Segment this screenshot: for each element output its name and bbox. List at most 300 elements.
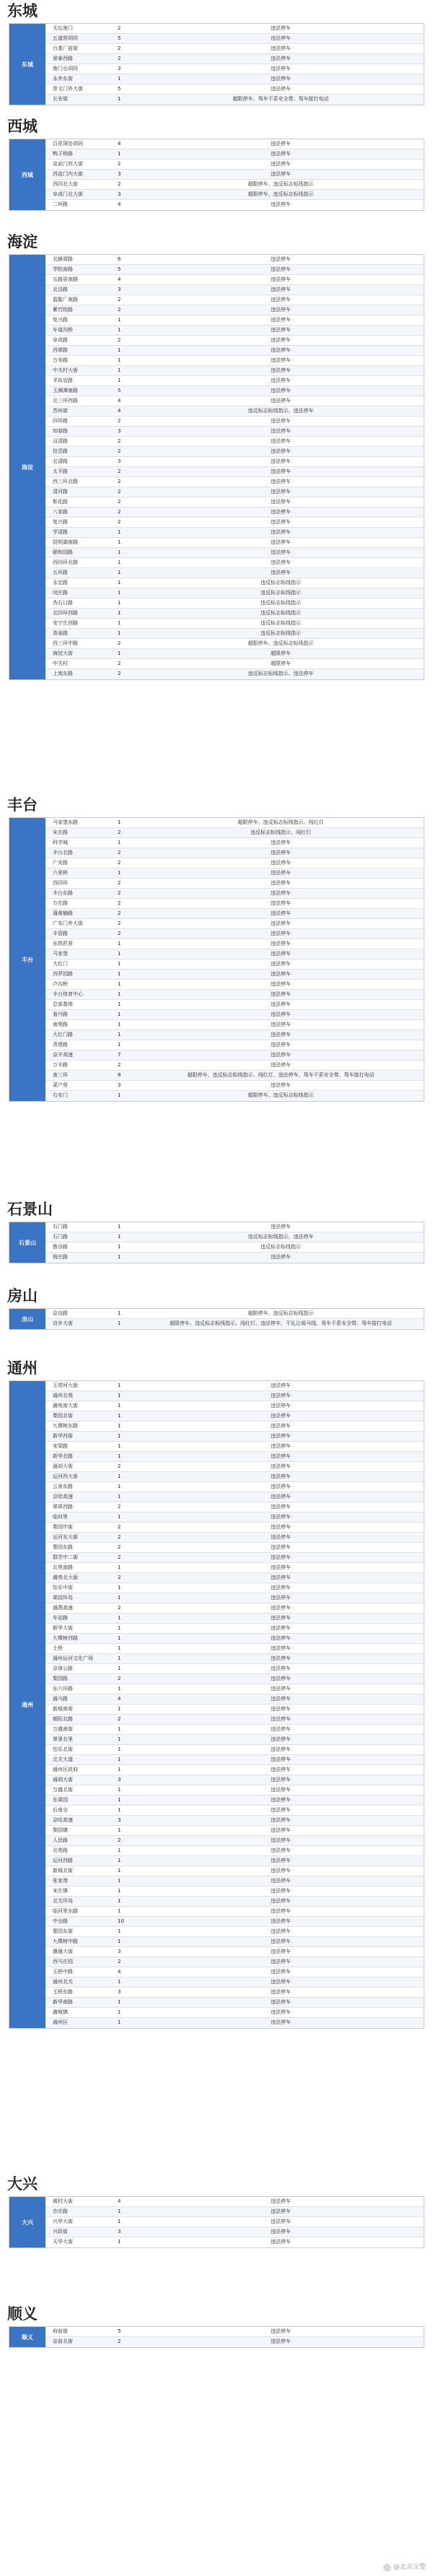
table-row (45, 396, 424, 406)
table-row (45, 1624, 424, 1634)
road-name-cell: 玉桥中路 (53, 1969, 73, 1975)
violation-count-cell: 1 (118, 549, 121, 555)
violation-type-cell: 违法停车 (271, 347, 291, 353)
table-row (45, 568, 424, 578)
table-row (45, 376, 424, 386)
violation-count-cell: 2 (118, 890, 121, 896)
table-row (45, 74, 424, 84)
table-row (45, 1020, 424, 1030)
road-name-cell: 五路居南路 (53, 277, 78, 282)
road-name-cell: 通州区政府 (53, 1767, 78, 1772)
table-row (45, 1785, 424, 1796)
violation-count-cell: 2 (118, 671, 121, 676)
table-row (45, 2008, 424, 2018)
road-name-cell: 信息路 (53, 448, 68, 454)
table-row (45, 1502, 424, 1513)
road-name-cell: 科学城 (53, 840, 68, 845)
road-name-cell: 鲁谷路 (53, 1244, 68, 1250)
violation-type-cell: 违法停车 (271, 388, 291, 393)
road-name-cell: 站前北街 (53, 2338, 73, 2344)
violation-type-cell: 违法停车 (271, 66, 291, 71)
road-name-cell: 潞城镇 (53, 2009, 68, 2015)
violation-type-cell: 违法停车 (271, 1605, 291, 1611)
violation-type-cell: 违法停车 (271, 2338, 291, 2344)
violation-count-cell: 1 (118, 1585, 121, 1591)
violation-type-cell: 违反标志标线指示 (261, 620, 301, 626)
violation-count-cell: 2 (118, 161, 121, 167)
road-name-cell: 西马庄园 (53, 1959, 73, 1964)
road-name-cell: 梨园东街 (53, 1928, 73, 1934)
violation-count-cell: 1 (118, 2019, 121, 2025)
road-name-cell: 颐和园路 (53, 549, 73, 555)
table-row (45, 1452, 424, 1462)
road-name-cell: 苏州街 (53, 408, 68, 414)
road-name-cell: 梨园北街 (53, 1413, 73, 1419)
road-name-cell: 运河西路 (53, 1858, 73, 1863)
road-name-cell: 翠景北里 (53, 1736, 73, 1742)
violation-table (9, 1380, 424, 2029)
road-name-cell: 京开高速 (53, 1052, 73, 1058)
table-row (45, 336, 424, 346)
table-row (45, 818, 424, 828)
violation-count-cell: 1 (118, 570, 121, 575)
violation-count-cell: 1 (118, 1320, 121, 1326)
table-rows (45, 1381, 424, 2028)
road-name-cell: 土桥 (53, 1645, 63, 1651)
table-row (45, 538, 424, 548)
violation-type-cell: 违法停车 (271, 1797, 291, 1803)
violation-count-cell: 1 (118, 1999, 121, 2005)
violation-type-cell: 违法停车 (271, 1817, 291, 1823)
violation-count-cell: 10 (118, 1918, 124, 1924)
road-name-cell: 临河里 (53, 1514, 68, 1520)
violation-count-cell: 1 (118, 1746, 121, 1752)
violation-type-cell: 违法停车 (271, 1565, 291, 1570)
road-name-cell: 兴华大街 (53, 2219, 73, 2224)
table-row (45, 1876, 424, 1887)
table-row (45, 1644, 424, 1654)
violation-count-cell: 1 (118, 1453, 121, 1459)
table-row (45, 1492, 424, 1502)
table-row (45, 497, 424, 508)
road-name-cell: 京哈高速 (53, 1817, 73, 1823)
violation-count-cell: 1 (118, 1858, 121, 1863)
table-rows (45, 255, 424, 679)
district-heading: 通州 (7, 1359, 38, 1377)
road-name-cell: 北三环西路 (53, 398, 78, 404)
violation-type-cell: 违反标志标线指示 (261, 1244, 301, 1250)
road-name-cell: 西直门内大街 (53, 171, 83, 177)
table-row (45, 200, 424, 210)
road-name-cell: 马家堡东路 (53, 819, 78, 825)
violation-count-cell: 5 (118, 35, 121, 41)
violation-type-cell: 超限停车、违反标志标线指示、闯红灯 (237, 819, 324, 825)
violation-count-cell: 1 (118, 580, 121, 586)
table-row (45, 1472, 424, 1482)
table-row (45, 2227, 424, 2237)
table-row (45, 170, 424, 180)
table-row (45, 1725, 424, 1735)
violation-count-cell: 1 (118, 650, 121, 656)
violation-count-cell: 3 (118, 66, 121, 71)
violation-type-cell: 违法停车 (271, 398, 291, 404)
violation-type-cell: 违法停车 (271, 1595, 291, 1601)
table-row (45, 1081, 424, 1091)
violation-type-cell: 违法停车 (271, 1716, 291, 1722)
table-row (45, 828, 424, 838)
road-name-cell: 黄村大街 (53, 2198, 73, 2204)
table-row (45, 1977, 424, 1988)
violation-type-cell: 违法停车 (271, 560, 291, 565)
table-row (45, 609, 424, 619)
road-name-cell: 车道沟桥 (53, 327, 73, 333)
table-row (45, 180, 424, 190)
violation-type-cell: 超限停车、违反标志标线指示 (248, 181, 314, 187)
table-row (45, 1614, 424, 1624)
source-watermark (383, 2562, 426, 2573)
violation-count-cell: 1 (118, 1244, 121, 1250)
table-row (45, 2237, 424, 2248)
violation-count-cell: 1 (118, 981, 121, 987)
violation-type-cell: 违反标志标线指示、违法停车 (248, 671, 314, 676)
violation-type-cell: 违法停车 (271, 1011, 291, 1017)
table-row (45, 1232, 424, 1243)
table-row (45, 858, 424, 869)
road-name-cell: 南门仓胡同 (53, 66, 78, 71)
road-name-cell: 台基厂前街 (53, 45, 78, 51)
violation-type-cell: 违法停车 (271, 519, 291, 525)
violation-count-cell: 1 (118, 1433, 121, 1439)
road-name-cell: 万盛南街 (53, 1726, 73, 1732)
violation-count-cell: 3 (118, 1817, 121, 1823)
table-row (45, 356, 424, 366)
violation-type-cell: 超限停车、违反标志标线指示 (248, 640, 314, 646)
district-heading: 丰台 (7, 796, 38, 814)
road-name-cell: 通马路 (53, 1696, 68, 1702)
violation-type-cell: 违反标志标线指示 (261, 590, 301, 596)
violation-type-cell: 违法停车 (271, 951, 291, 957)
road-name-cell: 永定路 (53, 580, 68, 586)
table-rows (45, 818, 424, 1101)
violation-table (9, 1222, 424, 1263)
violation-type-cell: 违法停车 (271, 1022, 291, 1027)
violation-count-cell: 2 (118, 1554, 121, 1560)
road-name-cell: 通州北关 (53, 1979, 73, 1985)
table-row (45, 518, 424, 528)
table-row (45, 1061, 424, 1071)
violation-type-cell: 超限停车、违反标志标线指示、闯红灯、违法停车、不礼让斑马线、驾车不系安全带、驾车接打电话 (170, 1320, 392, 1326)
table-row (45, 1937, 424, 1947)
road-name-cell: 上地东路 (53, 671, 73, 676)
violation-type-cell: 超限停车 (271, 650, 291, 656)
violation-table (9, 23, 424, 105)
road-name-cell: 五道营胡同 (53, 35, 78, 41)
violation-count-cell: 2 (118, 337, 121, 343)
district-heading: 顺义 (7, 2305, 38, 2323)
violation-type-cell: 违法停车 (271, 1463, 291, 1469)
violation-count-cell: 1 (118, 1092, 121, 1098)
road-name-cell: 蓝靛厂南路 (53, 297, 78, 303)
road-name-cell: 复兴路 (53, 317, 68, 323)
road-name-cell: 北四环西路 (53, 610, 78, 616)
violation-count-cell: 1 (118, 941, 121, 947)
road-name-cell: 学院南路 (53, 266, 73, 272)
violation-count-cell: 1 (118, 1403, 121, 1409)
violation-type-cell: 违反标志标线指示 (261, 600, 301, 606)
violation-count-cell: 1 (118, 1565, 121, 1570)
table-row (45, 1513, 424, 1523)
road-name-cell: 通州区 (53, 2019, 68, 2025)
violation-type-cell: 违法停车 (271, 76, 291, 82)
table-row (45, 64, 424, 74)
violation-type-cell: 超限停车、违反标志标线指示 (248, 191, 314, 197)
violation-type-cell: 违法停车 (271, 2209, 291, 2214)
violation-count-cell: 1 (118, 1383, 121, 1388)
violation-count-cell: 1 (118, 1011, 121, 1017)
table-row (45, 190, 424, 200)
table-row (45, 1482, 424, 1492)
road-name-cell: 中关村 (53, 661, 68, 666)
table-rows (45, 1222, 424, 1263)
violation-type-cell: 违法停车 (271, 357, 291, 363)
violation-count-cell: 1 (118, 1807, 121, 1813)
table-row (45, 2217, 424, 2227)
violation-count-cell: 1 (118, 1310, 121, 1316)
violation-count-cell: 2 (118, 1534, 121, 1540)
table-rows (45, 139, 424, 210)
violation-type-cell: 违法停车 (271, 1554, 291, 1560)
violation-count-cell: 1 (118, 1254, 121, 1260)
table-row (45, 1705, 424, 1715)
road-name-cell: 阜成门北大街 (53, 191, 83, 197)
road-name-cell: 果园环岛 (53, 1595, 73, 1601)
road-name-cell: 群芳中二街 (53, 1554, 78, 1560)
violation-count-cell: 2 (118, 181, 121, 187)
road-name-cell: 梨园镇 (53, 1827, 68, 1833)
violation-type-cell: 违法停车 (271, 1534, 291, 1540)
violation-count-cell: 1 (118, 1666, 121, 1671)
table-row (45, 1523, 424, 1533)
violation-count-cell: 2 (118, 1463, 121, 1469)
table-row (45, 599, 424, 609)
violation-type-cell: 违法停车 (271, 1494, 291, 1500)
road-name-cell: 潞苑南大街 (53, 1403, 78, 1409)
road-name-cell: 梨园路 (53, 1676, 68, 1681)
table-row (45, 1553, 424, 1563)
violation-count-cell: 4 (118, 2198, 121, 2204)
violation-type-cell: 违法停车 (271, 2009, 291, 2015)
road-name-cell: 安宁庄西路 (53, 620, 78, 626)
violation-count-cell: 2 (118, 1062, 121, 1068)
violation-count-cell: 1 (118, 590, 121, 596)
violation-count-cell: 2 (118, 25, 121, 31)
road-name-cell: 百花深处胡同 (53, 141, 83, 147)
violation-count-cell: 1 (118, 951, 121, 957)
table-row (45, 1836, 424, 1846)
road-name-cell: 海淀大街 (53, 650, 73, 656)
violation-type-cell: 违法停车 (271, 2229, 291, 2235)
violation-type-cell: 违法停车 (271, 1484, 291, 1489)
road-name-cell: 香泉路 (53, 630, 68, 636)
violation-type-cell: 违法停车 (271, 297, 291, 303)
violation-type-cell: 违法停车 (271, 1504, 291, 1510)
road-name-cell: 万寿路 (53, 357, 68, 363)
table-row (45, 1442, 424, 1452)
table-row (45, 1563, 424, 1573)
road-name-cell: 运河东大街 (53, 1534, 78, 1540)
violation-type-cell: 违法停车 (271, 378, 291, 383)
road-name-cell: 北关大道 (53, 1757, 73, 1762)
violation-type-cell: 违法停车 (271, 2219, 291, 2224)
violation-type-cell: 违法停车 (271, 45, 291, 51)
table-row (45, 1816, 424, 1826)
violation-count-cell: 1 (118, 1595, 121, 1601)
violation-count-cell: 2 (118, 448, 121, 454)
road-name-cell: 石门路 (53, 1224, 68, 1230)
violation-type-cell: 违法停车 (271, 141, 291, 147)
road-name-cell: 万盛北街 (53, 1787, 73, 1793)
road-name-cell: 南三环 (53, 1072, 68, 1078)
violation-type-cell: 违法停车 (271, 2198, 291, 2204)
violation-count-cell: 2 (118, 830, 121, 835)
table-row (45, 295, 424, 305)
table-row (45, 879, 424, 889)
table-row (45, 1319, 424, 1329)
table-row (45, 366, 424, 376)
road-name-cell: 大红门路 (53, 1032, 73, 1037)
violation-count-cell: 1 (118, 1686, 121, 1692)
violation-type-cell: 违法停车 (271, 1001, 291, 1007)
road-name-cell: 新华南路 (53, 1999, 73, 2005)
violation-count-cell: 3 (118, 1989, 121, 1995)
violation-type-cell: 违法停车 (271, 1082, 291, 1088)
road-name-cell: 丰管路 (53, 931, 68, 936)
table-row (45, 1583, 424, 1593)
table-row (45, 508, 424, 518)
road-name-cell: 中仓路 (53, 1918, 68, 1924)
table-row (45, 149, 424, 160)
violation-type-cell: 违反标志标线指示、违法停车 (248, 408, 314, 414)
violation-count-cell: 1 (118, 2219, 121, 2224)
table-row (45, 528, 424, 538)
road-name-cell: 兴政街 (53, 2229, 68, 2235)
violation-type-cell: 违法停车 (271, 1062, 291, 1068)
violation-type-cell: 违法停车 (271, 317, 291, 323)
table-row (45, 44, 424, 54)
violation-type-cell: 违法停车 (271, 1383, 291, 1388)
violation-count-cell: 2 (118, 880, 121, 886)
road-name-cell: 梨园中街 (53, 1524, 73, 1530)
road-name-cell: 看丹路 (53, 1011, 68, 1017)
violation-count-cell: 1 (118, 357, 121, 363)
violation-type-cell: 违法停车 (271, 1807, 291, 1813)
violation-type-cell: 违法停车 (271, 2019, 291, 2025)
violation-type-cell: 违法停车 (271, 1746, 291, 1752)
violation-type-cell: 违法停车 (271, 1433, 291, 1439)
violation-type-cell: 违法停车 (271, 1625, 291, 1631)
violation-type-cell: 违法停车 (271, 1393, 291, 1398)
table-row (45, 487, 424, 497)
violation-table (9, 139, 424, 211)
table-row (45, 24, 424, 34)
road-name-cell: 长安街 (53, 96, 68, 102)
road-name-cell: 广安路 (53, 860, 68, 866)
violation-type-cell: 违法停车 (271, 921, 291, 926)
violation-count-cell: 1 (118, 1726, 121, 1732)
violation-type-cell: 违法停车 (271, 56, 291, 61)
road-name-cell: 八家路 (53, 509, 68, 515)
road-name-cell: 右安门 (53, 1092, 68, 1098)
table-row (45, 1947, 424, 1957)
road-name-cell: 丰台体育中心 (53, 991, 83, 997)
violation-count-cell: 2 (118, 1575, 121, 1580)
table-row (45, 960, 424, 970)
violation-type-cell: 违法停车 (271, 860, 291, 866)
table-row (45, 578, 424, 588)
violation-count-cell: 1 (118, 1868, 121, 1874)
table-row (45, 2207, 424, 2217)
violation-type-cell: 违法停车 (271, 499, 291, 505)
road-name-cell: 通燕高速 (53, 1605, 73, 1611)
violation-type-cell: 违反标志标线指示 (261, 610, 301, 616)
violation-type-cell: 违法停车 (271, 570, 291, 575)
table-row (45, 1253, 424, 1263)
violation-type-cell: 违法停车 (271, 1898, 291, 1904)
road-name-cell: 石门路 (53, 1234, 68, 1240)
violation-type-cell: 违法停车 (271, 428, 291, 434)
table-row (45, 1967, 424, 1977)
road-name-cell: 杨庄路 (53, 1254, 68, 1260)
violation-count-cell: 1 (118, 1484, 121, 1489)
violation-count-cell: 2 (118, 1676, 121, 1681)
violation-type-cell: 超限停车、违反标志标线指示、闯红灯、违法停车、驾车不系安全带、驾车接打电话 (187, 1072, 375, 1078)
violation-count-cell: 1 (118, 1625, 121, 1631)
violation-type-cell: 违法停车 (271, 1645, 291, 1651)
violation-type-cell: 违法停车 (271, 438, 291, 444)
road-name-cell: 宋梁路 (53, 1443, 68, 1449)
road-name-cell: 九棵树东路 (53, 1423, 78, 1429)
violation-count-cell: 1 (118, 327, 121, 333)
violation-count-cell: 4 (118, 201, 121, 207)
table-row (45, 1775, 424, 1785)
road-name-cell: 玉桥东路 (53, 1989, 73, 1995)
table-row (45, 1957, 424, 1967)
violation-count-cell: 1 (118, 1878, 121, 1884)
road-name-cell: 天坛南门 (53, 25, 73, 31)
table-row (45, 1422, 424, 1432)
watermark-text: @北京交警 (393, 2564, 426, 2571)
violation-count-cell: 1 (118, 1413, 121, 1419)
table-row (45, 1745, 424, 1755)
violation-type-cell: 违法停车 (271, 1524, 291, 1530)
table-row (45, 346, 424, 356)
violation-type-cell: 违法停车 (271, 337, 291, 343)
road-name-cell: 后南仓 (53, 1807, 68, 1813)
table-row (45, 427, 424, 437)
road-name-cell: 五环路 (53, 570, 68, 575)
district-label-cell: 丰台 (9, 818, 45, 1101)
violation-table (9, 1308, 424, 1330)
road-name-cell: 新华大街 (53, 1625, 73, 1631)
table-row (45, 1401, 424, 1411)
road-name-cell: 东六环路 (53, 1686, 73, 1692)
violation-count-cell: 5 (118, 86, 121, 92)
violation-count-cell: 1 (118, 620, 121, 626)
violation-type-cell: 违法停车 (271, 1575, 291, 1580)
violation-count-cell: 2 (118, 1959, 121, 1964)
violation-type-cell: 违法停车 (271, 941, 291, 947)
violation-type-cell: 违法停车 (271, 479, 291, 484)
